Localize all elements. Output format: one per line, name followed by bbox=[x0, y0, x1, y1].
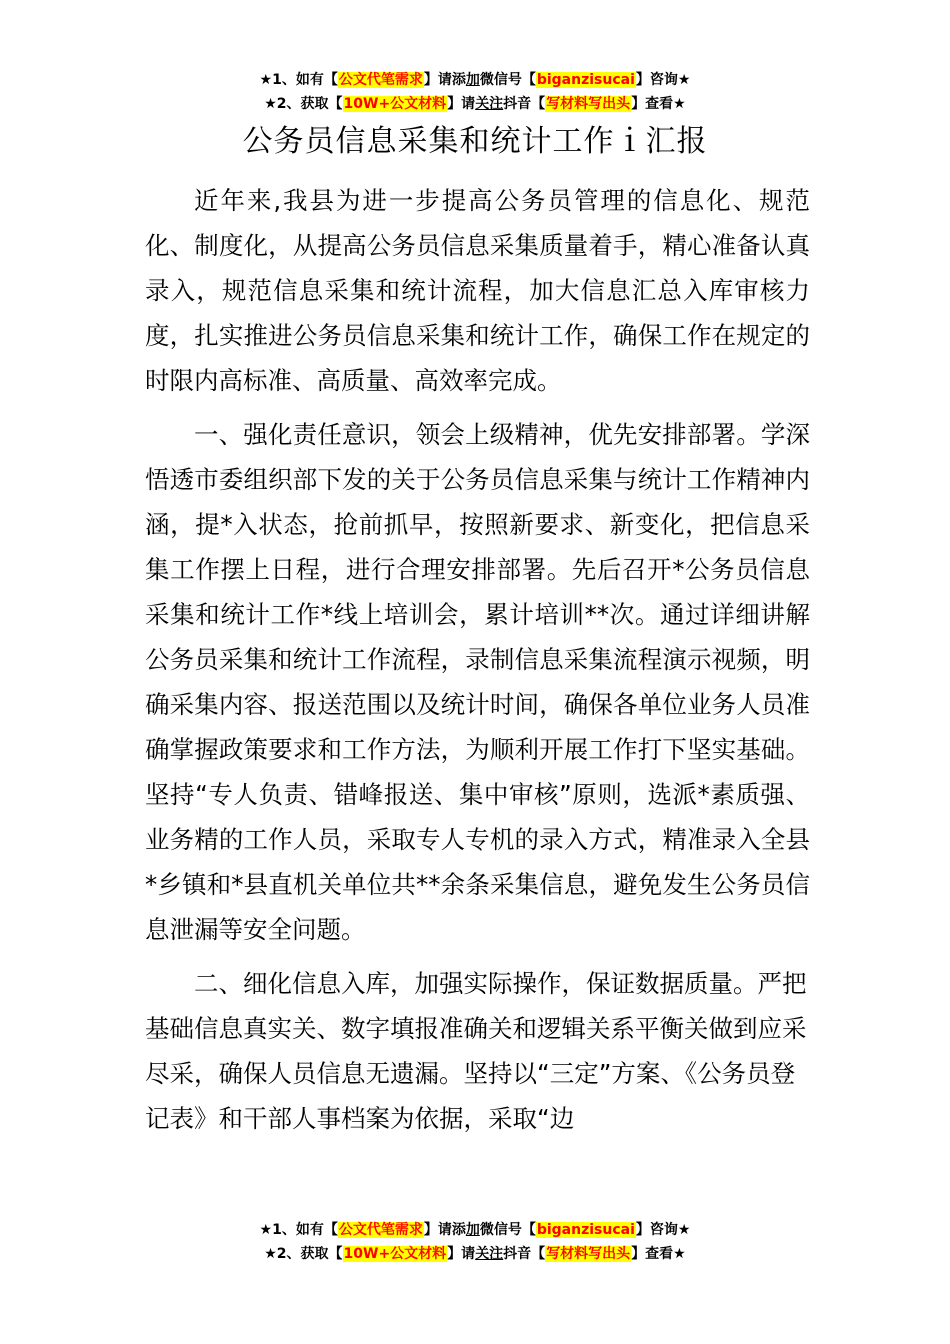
banner-text: 】咨询★ bbox=[635, 1222, 691, 1238]
header-banner bbox=[0, 68, 950, 116]
banner-text: 抖音【 bbox=[503, 1246, 546, 1262]
banner-text: ★2、获取【 bbox=[264, 1246, 343, 1262]
banner-highlight: 10W+公文材料 bbox=[343, 1246, 447, 1262]
banner-highlight: biganzisucai bbox=[536, 72, 635, 88]
banner-text: 】咨询★ bbox=[635, 72, 691, 88]
banner-text: 】查看★ bbox=[631, 1246, 686, 1262]
banner-text: 】请添 bbox=[423, 1222, 466, 1238]
banner-highlight: 写材料写出头 bbox=[546, 96, 631, 112]
footer-banner bbox=[0, 1218, 950, 1266]
banner-text: ★1、如有【 bbox=[259, 72, 338, 88]
document-title: 公务员信息采集和统计工作ｉ汇报 bbox=[242, 124, 708, 159]
paragraph-section-1: 一、强化责任意识，领会上级精神，优先安排部署。学深悟透市委组织部下发的关于公务员信息采集与统计工作精神内涵，提*入状态，抢前抓早，按照新要求、新变化，把信息采集工作摆上日程，进行合理安排部署。先后召开*公务员信息采集和统计工作*线上培训会，累计培训**次。通过详细讲解公务员采集和统计工作流程，录制信息采集流程演示视频，明确采集内容、报送范围以及统计时间，确保各单位业务人员准确掌握政策要求和工作方法，为顺利开展工作打下坚实基础。坚持“专人负责、错峰报送、集中审核”原则，选派*素质强、业务精的工作人员，采取专人专机的录入方式，精准录入全县*乡镇和*县直机关单位共**余条采集信息，避免发生公务员信息泄漏等安全问题。 bbox=[145, 420, 810, 944]
banner-text: 抖音【 bbox=[503, 96, 546, 112]
banner-highlight: 公文代笔需求 bbox=[338, 1222, 423, 1238]
banner-highlight: 写材料写出头 bbox=[546, 1246, 631, 1262]
banner-text: 】请 bbox=[447, 1246, 476, 1262]
banner-text: ★1、如有【 bbox=[259, 1222, 338, 1238]
banner-line-2 bbox=[0, 1242, 950, 1266]
banner-underline: 关注 bbox=[475, 96, 504, 112]
paragraph-section-2: 二、细化信息入库，加强实际操作，保证数据质量。严把基础信息真实关、数字填报准确关和逻辑关系平衡关做到应采尽采，确保人员信息无遗漏。坚持以“三定”方案、《公务员登记表》和干部人事档案为依据，采取“边 bbox=[145, 969, 807, 1133]
banner-highlight: 10W+公文材料 bbox=[343, 96, 447, 112]
banner-line-1 bbox=[0, 68, 950, 92]
banner-text: 微信号【 bbox=[479, 72, 536, 88]
banner-highlight: biganzisucai bbox=[536, 1222, 635, 1238]
banner-text: 】请添 bbox=[423, 72, 466, 88]
banner-text: 微信号【 bbox=[479, 1222, 536, 1238]
banner-underline: 加 bbox=[465, 1222, 480, 1238]
banner-highlight: 公文代笔需求 bbox=[338, 72, 423, 88]
banner-text: ★2、获取【 bbox=[264, 96, 343, 112]
banner-text: 】请 bbox=[447, 96, 476, 112]
document-body bbox=[145, 178, 810, 1141]
banner-text: 】查看★ bbox=[631, 96, 686, 112]
banner-underline: 关注 bbox=[475, 1246, 504, 1262]
paragraph-intro: 近年来,我县为进一步提高公务员管理的信息化、规范化、制度化，从提高公务员信息采集质量着手，精心准备认真录入，规范信息采集和统计流程，加大信息汇总入库审核力度，扎实推进公务员信息采集和统计工作，确保工作在规定的时限内高标准、高质量、高效率完成。 bbox=[145, 186, 810, 395]
banner-underline: 加 bbox=[465, 72, 480, 88]
banner-line-2 bbox=[0, 92, 950, 116]
banner-line-1 bbox=[0, 1218, 950, 1242]
